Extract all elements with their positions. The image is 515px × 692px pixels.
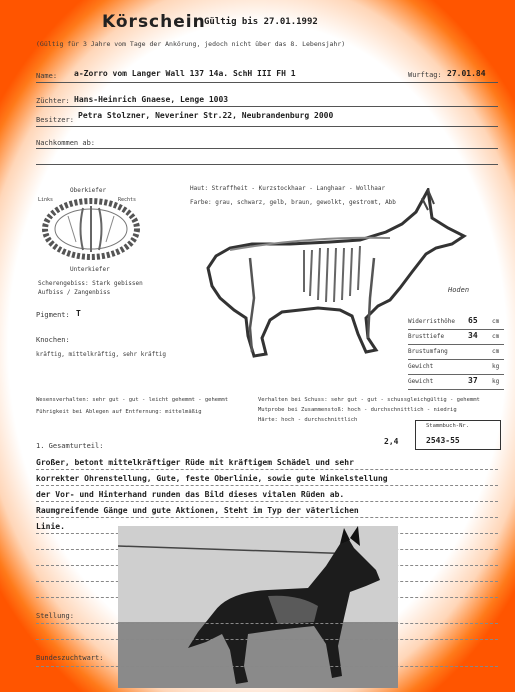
measurements-table: [408, 316, 504, 388]
page-title: Körschein: [102, 12, 206, 32]
wurftag-value: 27.01.84: [447, 69, 486, 78]
temperament-line-5: Härte: hoch - durchschnittlich: [258, 417, 358, 423]
temperament-line-2: Führigkeit bei Ablegen auf Entfernung: mittelmäßig: [36, 409, 202, 415]
nummer-value: 2543-55: [426, 436, 460, 445]
bite-text-1: Scherengebiss: Stark gebissen: [38, 280, 143, 287]
rule: [36, 639, 498, 640]
name-label: Name:: [36, 72, 58, 80]
besitzer-label: Besitzer:: [36, 116, 74, 124]
temperament-line-1: Wesensverhalten: sehr gut - gut - leicht gehemmt - gehemmt: [36, 397, 229, 403]
note-head: Hoden: [448, 286, 470, 294]
temperament-line-3: Verhalten bei Schuss: sehr gut - gut - schussgleichgültig - gehemmt: [258, 397, 480, 403]
temperament-line-4: Mutprobe bei Zusammenstoß: hoch - durchschnittlich - niedrig: [258, 407, 457, 413]
unterkiefer-label: Unterkiefer: [70, 266, 110, 273]
validity-note: (Gültig für 3 Jahre vom Tage der Ankörung, jedoch nicht über das 8. Lebensjahr): [36, 40, 346, 48]
rule: [36, 666, 498, 667]
wurftag-label: Wurftag:: [408, 71, 442, 79]
color-caption: Farbe: grau, schwarz, gelb, braun, gewolkt, gestromt, Abb: [190, 199, 396, 206]
validity-date: Gültig bis 27.01.1992: [204, 17, 318, 27]
rule: [36, 469, 498, 470]
pigment-label: Pigment:: [36, 311, 70, 319]
gesamturteil-line: Linie.: [36, 522, 65, 531]
bite-text-2: Aufbiss / Zangenbiss: [38, 289, 111, 296]
left-mark: Links: [38, 197, 54, 203]
measurement-row: Gewicht 37 kg: [408, 376, 504, 390]
rule: [36, 82, 498, 83]
measurement-row: Brustumfang cm: [408, 346, 504, 360]
rule: [36, 148, 498, 149]
measurement-row: Widerristhöhe 65 cm: [408, 316, 504, 330]
besitzer-value: Petra Stolzner, Neveriner Str.22, Neubrandenburg 2000: [78, 111, 334, 120]
name-value: a-Zorro vom Langer Wall 137 14a. SchH III FH 1: [74, 69, 296, 78]
gesamturteil-line: korrekter Ohrenstellung, Gute, feste Oberlinie, sowie gute Winkelstellung: [36, 474, 388, 483]
rule: [36, 106, 498, 107]
skeleton-caption: Haut: Straffheit - Kurzstockhaar - Langhaar - Wollhaar: [190, 185, 386, 192]
rule: [36, 501, 498, 502]
rule: [36, 485, 498, 486]
nummer-box: [415, 420, 501, 450]
gesamturteil-line: Großer, betont mittelkräftiger Rüde mit kräftigem Schädel und sehr: [36, 458, 354, 467]
gesamturteil-label: 1. Gesamturteil:: [36, 442, 104, 450]
pigment-value: T: [76, 309, 81, 318]
knochen-label: Knochen:: [36, 336, 70, 344]
rule: [36, 517, 498, 518]
teeth-diagram: [38, 194, 144, 264]
rule: [36, 623, 498, 624]
measurement-row: Gewicht kg: [408, 361, 504, 375]
gesamturteil-line: Raumgreifende Gänge und gute Aktionen, Steht im Typ der väterlichen: [36, 506, 359, 515]
rule: [36, 126, 498, 127]
signature-label: Bundeszuchtwart:: [36, 654, 104, 662]
zuechter-value: Hans-Heinrich Gnaese, Lenge 1003: [74, 95, 229, 104]
score-value: 2,4: [384, 437, 399, 446]
nachkommen-label: Nachkommen ab:: [36, 139, 96, 147]
oberkiefer-label: Oberkiefer: [70, 187, 107, 194]
dog-photo: [118, 526, 398, 688]
stellung-label: Stellung:: [36, 612, 74, 620]
right-mark: Rechts: [118, 197, 137, 203]
nummer-label: Stammbuch-Nr.: [426, 423, 470, 429]
knochen-value: kräftig, mittelkräftig, sehr kräftig: [36, 351, 167, 358]
measurement-row: Brusttiefe 34 cm: [408, 331, 504, 345]
zuechter-label: Züchter:: [36, 97, 70, 105]
rule: [36, 164, 498, 165]
gesamturteil-line: der Vor- und Hinterhand runden das Bild dieses vitalen Rüden ab.: [36, 490, 345, 499]
